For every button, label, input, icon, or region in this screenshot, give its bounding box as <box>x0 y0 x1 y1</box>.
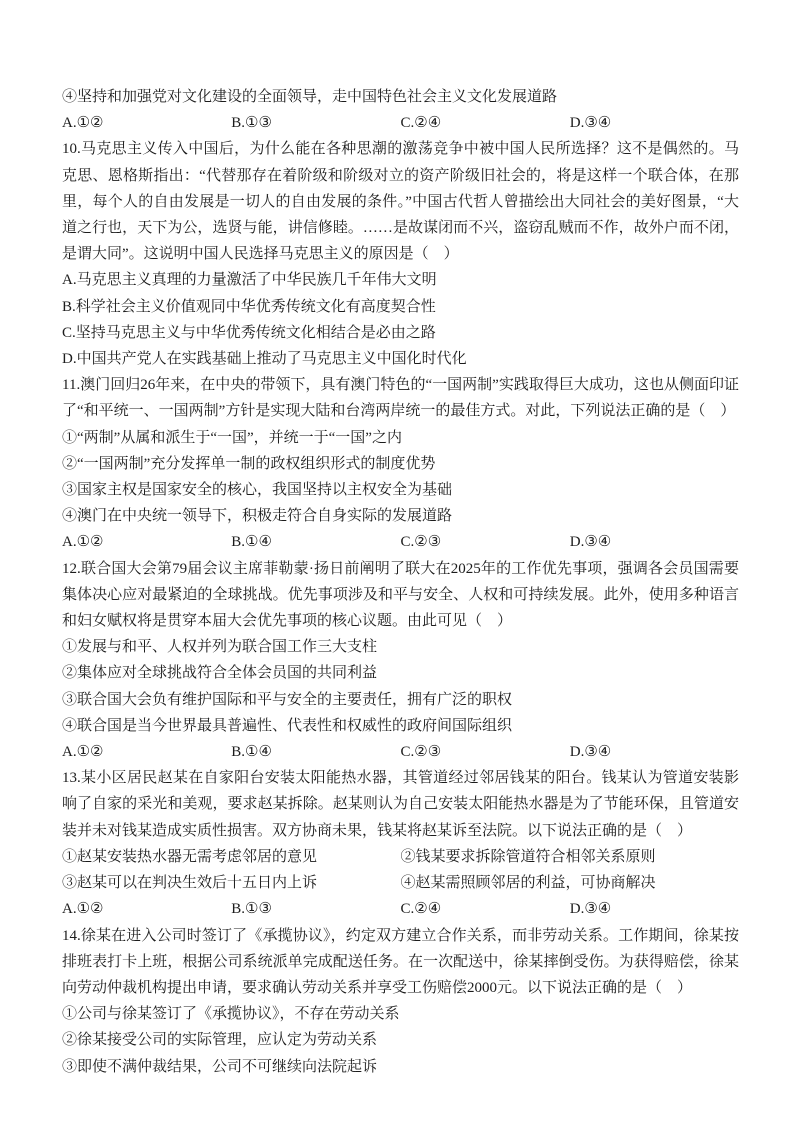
q14-item-1: ①公司与徐某签订了《承揽协议》，不存在劳动关系 <box>62 1006 400 1023</box>
q13-item-4: ④赵某需照顾邻居的利益，可协商解决 <box>400 875 656 892</box>
q9-answer-row <box>62 110 739 136</box>
q12-stem: 12.联合国大会第79届会议主席菲勒蒙·扬日前阐明了联大在2025年的工作优先事项，强调各会员国需要集体决心应对最紧迫的全球挑战。优先事项涉及和平与安全、人权和可持续发展。此外，使用多种语言和妇女赋权将是贯穿本届大会优先事项的核心议题。由此可见（ ） <box>62 560 739 630</box>
q12-item-1: ①发展与和平、人权并列为联合国工作三大支柱 <box>62 639 378 656</box>
q13-answer-b: B.①③ <box>231 901 272 918</box>
q9-answer-d: D.③④ <box>569 115 612 132</box>
q13-stem: 13.某小区居民赵某在自家阳台安装太阳能热水器，其管道经过邻居钱某的阳台。钱某认为管道安装影响了自家的采光和美观，要求赵某拆除。赵某则认为自己安装太阳能热水器是为了节能环保，且管道安装并未对钱某造成实质性损害。双方协商未果，钱某将赵某诉至法院。以下说法正确的是（ ） <box>62 770 739 839</box>
q14-item-2: ②徐某接受公司的实际管理，应认定为劳动关系 <box>62 1032 378 1049</box>
q11-answer-b: B.①④ <box>231 534 272 551</box>
q10-option-b: B.科学社会主义价值观同中华优秀传统文化有高度契合性 <box>62 298 436 315</box>
q9-answer-a: A.①② <box>62 115 104 132</box>
q11-item-3: ③国家主权是国家安全的核心，我国坚持以主权安全为基础 <box>62 482 453 499</box>
q12-answer-c: C.②③ <box>400 744 442 761</box>
q12-item-4: ④联合国是当今世界最具普遍性、代表性和权威性的政府间国际组织 <box>62 717 513 734</box>
q14-stem: 14.徐某在进入公司时签订了《承揽协议》，约定双方建立合作关系，而非劳动关系。工作期间，徐某按排班表打卡上班，根据公司系统派单完成配送任务。在一次配送中，徐某摔倒受伤。为获得赔偿，徐某向劳动仲裁机构提出申请，要求确认劳动关系并享受工伤赔偿2000元。以下说法正确的是（ ） <box>62 927 739 996</box>
q11-answer-a: A.①② <box>62 534 104 551</box>
q11-item-2: ②“一国两制”充分发挥单一制的政权组织形式的制度优势 <box>62 455 436 472</box>
q11-answer-d: D.③④ <box>569 534 612 551</box>
q12-item-2: ②集体应对全球挑战符合全体会员国的共同利益 <box>62 665 378 682</box>
q13-answer-c: C.②④ <box>400 901 442 918</box>
q14-item-3: ③即使不满仲裁结果，公司不可继续向法院起诉 <box>62 1058 378 1075</box>
q10-stem: 10.马克思主义传入中国后，为什么能在各种思潮的激荡竞争中被中国人民所选择？这不是偶然的。马克思、恩格斯指出：“代替那存在着阶级和阶级对立的资产阶级旧社会的，将是这样一个联合体，在那里，每个人的自由发展是一切人的自由发展的条件。”中国古代哲人曾描绘出大同社会的美好图景，“大道之行也，天下为公，选贤与能，讲信修睦。……是故谋闭而不兴，盗窃乱贼而不作，故外户而不闭，是谓大同”。这说明中国人民选择马克思主义的原因是（ ） <box>62 141 739 263</box>
q12-answer-d: D.③④ <box>569 744 612 761</box>
q13-answer-a: A.①② <box>62 901 104 918</box>
q13-item-1: ①赵某安装热水器无需考虑邻居的意见 <box>62 848 318 865</box>
q11-answer-c: C.②③ <box>400 534 442 551</box>
q9-option-4: ④坚持和加强党对文化建设的全面领导，走中国特色社会主义文化发展道路 <box>62 89 558 105</box>
q13-item-2: ②钱某要求拆除管道符合相邻关系原则 <box>400 848 656 865</box>
q10-option-c: C.坚持马克思主义与中华优秀传统文化相结合是必由之路 <box>62 324 436 341</box>
q11-stem: 11.澳门回归26年来，在中央的带领下，具有澳门特色的“一国两制”实践取得巨大成功，这也从侧面印证了“和平统一、一国两制”方针是实现大陆和台湾两岸统一的最佳方式。对此，下列说法正确的是（ ） <box>62 377 739 420</box>
q11-answer-row <box>62 529 739 555</box>
q13-item-3: ③赵某可以在判决生效后十五日内上诉 <box>62 875 318 892</box>
q13-items-grid <box>62 844 739 896</box>
q11-item-1: ①“两制”从属和派生于“一国”，并统一于“一国”之内 <box>62 429 402 446</box>
q12-answer-row <box>62 739 739 765</box>
q12-answer-b: B.①④ <box>231 744 272 761</box>
q12-answer-a: A.①② <box>62 744 104 761</box>
q11-item-4: ④澳门在中央统一领导下，积极走符合自身实际的发展道路 <box>62 508 453 525</box>
q13-answer-d: D.③④ <box>569 901 612 918</box>
q9-answer-b: B.①③ <box>231 115 272 132</box>
q10-option-d: D.中国共产党人在实践基础上推动了马克思主义中国化时代化 <box>62 351 467 368</box>
q12-item-3: ③联合国大会负有维护国际和平与安全的主要责任，拥有广泛的职权 <box>62 691 513 708</box>
q10-option-a: A.马克思主义真理的力量激活了中华民族几千年伟大文明 <box>62 272 437 289</box>
q13-answer-row <box>62 896 739 922</box>
q9-answer-c: C.②④ <box>400 115 442 132</box>
